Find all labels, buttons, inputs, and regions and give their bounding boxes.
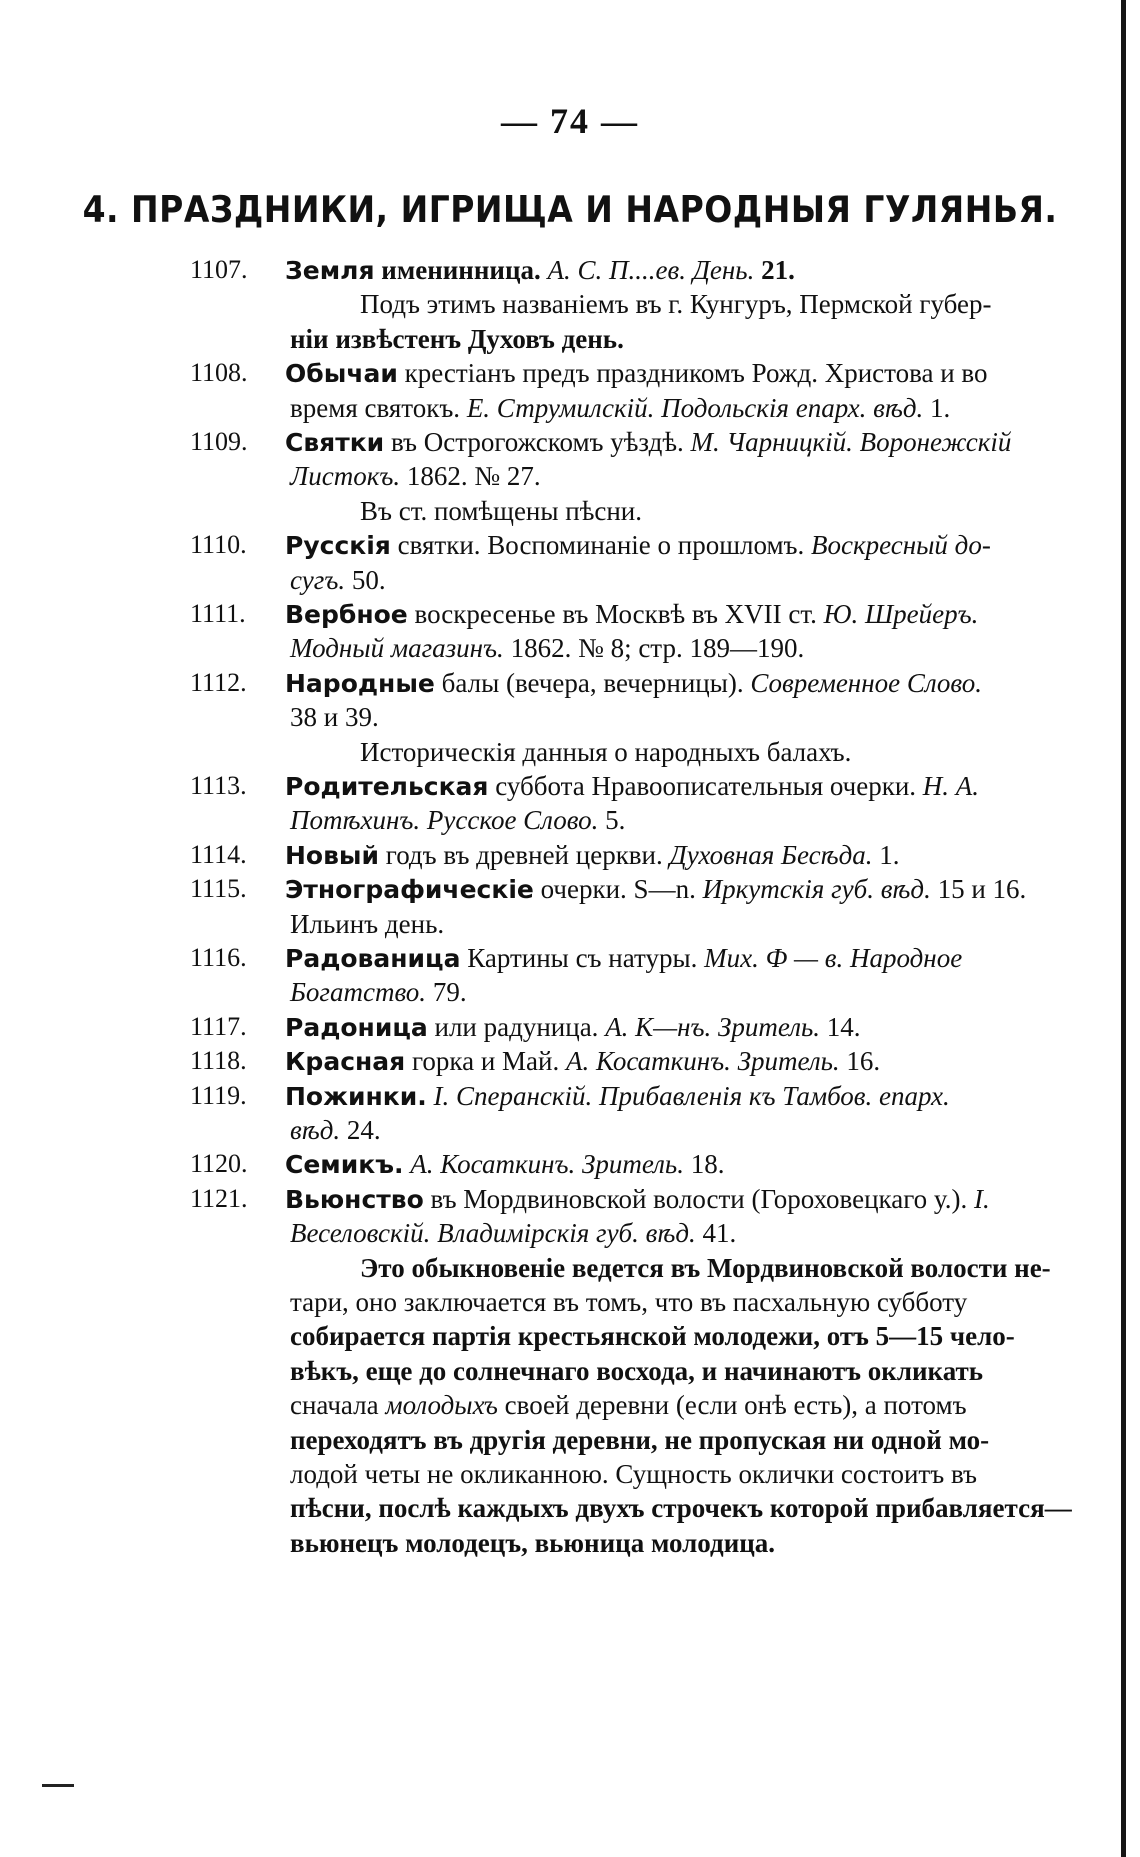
entry-number: 1113. <box>190 771 247 800</box>
entry-headword: Народные <box>285 668 435 698</box>
entry-text-run: собирается партія крестьянской молодежи, отъ 5—15 чело- <box>290 1321 1015 1352</box>
section-heading: 4. ПРАЗДНИКИ, ИГРИЩА И НАРОДНЫЯ ГУЛЯНЬЯ. <box>82 188 1058 231</box>
entry-source: I. <box>973 1183 990 1214</box>
entry-headword: Родительская <box>285 772 489 801</box>
entry-source: Е. Струмилскій. Подольскія епарх. вѣд. <box>466 392 924 423</box>
entry-text-run: вѣкъ, еще до солнечнаго восхода, и начинаютъ окликать <box>290 1355 984 1386</box>
entry-text-run: 1862. № 27. <box>400 461 541 492</box>
entry-source: Духовная Бесѣда. <box>669 839 873 870</box>
entry-number: 1112. <box>190 667 247 697</box>
entry-text-run: воскресенье въ Москвѣ въ XVII ст. <box>407 599 824 629</box>
entry-source: Современное Слово. <box>750 667 983 698</box>
entry-source: Иркутскія губ. вѣд. <box>702 874 931 905</box>
entry-source: Мих. Ф — в. Народное <box>704 943 963 973</box>
entry-headword: Земля <box>285 256 375 285</box>
entry-text-run: горка и Май. <box>405 1046 566 1077</box>
entry-text-run: сначала <box>290 1390 386 1421</box>
entry-text-run: вьюнецъ молодецъ, вьюница молодица. <box>290 1527 776 1558</box>
entry-text-run: именинница. <box>374 255 548 285</box>
entry-text-run: годъ въ древней церкви. <box>379 839 670 870</box>
entry-number: 1108. <box>190 358 248 388</box>
entry-text <box>290 1523 775 1563</box>
entry-text-run: суббота Нравоописательныя очерки. <box>488 771 923 801</box>
entry-headword: Новый <box>285 840 380 870</box>
entry-source: Воскресный до- <box>811 530 991 561</box>
entry-text-run: крестіанъ предъ праздникомъ Рожд. Христова и во <box>397 358 988 389</box>
entry-text-run: Картины съ натуры. <box>460 943 705 973</box>
entry-text-run: 1. <box>923 392 951 423</box>
entry-text-run: пѣсни, послѣ каждыхъ двухъ строчекъ которой прибавляется— <box>290 1493 1072 1524</box>
entry-text-run: 50. <box>345 564 386 595</box>
entry-text-run: 21. <box>754 255 795 285</box>
entry-source: вѣд. <box>290 1115 341 1145</box>
entry-headword: Радованица <box>285 944 461 973</box>
entry-text-run: святки. Воспоминаніе о прошломъ. <box>390 530 812 561</box>
entry-source: А. Косаткинъ. Зритель. <box>410 1149 684 1180</box>
entry-headword: Вьюнство <box>285 1184 424 1214</box>
entry-number: 1107. <box>190 255 248 284</box>
entry-text-run: 5. <box>598 805 626 836</box>
entry-headword: Русскія <box>285 531 391 561</box>
entry-headword: Обычаи <box>285 359 398 389</box>
entry-text-run: тари, оно заключается въ томъ, что въ пасхальную субботу <box>290 1287 968 1317</box>
entry-headword: Красная <box>285 1047 406 1077</box>
entry-source: сугъ. <box>290 564 346 595</box>
entry-number: 1117. <box>190 1011 247 1041</box>
entry-text-run: очерки. S—n. <box>533 874 703 905</box>
entry-text-run: переходятъ въ другія деревни, не пропуская ни одной мо- <box>290 1424 990 1455</box>
entry-text-run: Историческія данныя о народныхъ балахъ. <box>360 736 852 767</box>
entry-source: Ю. Шрейеръ. <box>823 599 979 629</box>
entry-source: Н. А. <box>922 771 980 801</box>
entry-headword: Святки <box>285 428 385 457</box>
entry-headword: Вербное <box>285 600 408 629</box>
entry-number: 1111. <box>190 599 246 628</box>
entry-headword: Радоница <box>285 1012 428 1042</box>
entry-source: М. Чарницкій. Воронежскій <box>690 427 1012 457</box>
entry-number: 1120. <box>190 1149 248 1179</box>
entry-number: 1115. <box>190 874 247 904</box>
entry-text-run: 38 и 39. <box>290 702 379 733</box>
entry-source: А. С. П....ев. День. <box>547 255 755 285</box>
continuation-line <box>0 1523 1140 1563</box>
entry-text-run: ніи извѣстенъ Духовъ день. <box>290 323 624 354</box>
entry-source: А. К—нъ. Зритель. <box>605 1011 821 1042</box>
entry-text-run: Въ ст. помѣщены пѣсни. <box>360 495 643 526</box>
entry-text-run: 16. <box>839 1046 881 1077</box>
entry-number: 1109. <box>190 427 248 456</box>
entry-text-run: въ Острогожскомъ уѣздѣ. <box>384 427 691 457</box>
entry-source: Листокъ. <box>290 461 401 492</box>
entry-text-run: лодой четы не окликанною. Сущность оклички состоитъ въ <box>290 1459 977 1489</box>
entry-number: 1121. <box>190 1183 248 1213</box>
entry-headword: Семикъ. <box>285 1150 404 1180</box>
entry-text-run: 18. <box>683 1149 725 1180</box>
entry-text-run: 14. <box>820 1011 861 1042</box>
entry-source: Модный магазинъ. <box>290 633 504 664</box>
entry-number: 1114. <box>190 839 247 869</box>
entry-number: 1119. <box>190 1080 247 1110</box>
entry-text-run: своей деревни (если онѣ есть), а потомъ <box>497 1390 967 1421</box>
entry-source: А. Косаткинъ. Зритель. <box>565 1046 840 1077</box>
entry-text-run: Подъ этимъ названіемъ въ г. Кунгуръ, Пермской губер- <box>360 289 992 320</box>
margin-tick-mark <box>42 1784 74 1787</box>
entry-text-run: 79. <box>426 977 467 1008</box>
entry-source: Веселовскій. Владимірскія губ. вѣд. <box>290 1218 696 1249</box>
entry-text-run: балы (вечера, вечерницы). <box>434 667 751 698</box>
entry-text-run: или радуница. <box>427 1011 606 1042</box>
entry-headword: Пожинки. <box>285 1081 427 1111</box>
entry-text-run: 24. <box>340 1115 381 1145</box>
entry-text-run <box>427 1081 434 1111</box>
entry-text-run: 1. <box>872 839 900 870</box>
entry-source: Потѣхинъ. Русское Слово. <box>290 805 599 836</box>
entry-text-run: 1862. № 8; стр. 189—190. <box>503 633 805 664</box>
entry-number: 1110. <box>190 530 247 560</box>
entry-headword: Этнографическіе <box>285 875 534 905</box>
entry-text-run: 15 и 16. <box>930 874 1027 905</box>
entry-source: I. Сперанскій. Прибавленія къ Тамбов. епарх. <box>433 1080 950 1111</box>
entry-number: 1116. <box>190 943 247 972</box>
entry-text-run: время святокъ. <box>290 392 467 423</box>
entry-text-run: въ Мордвиновской волости (Гороховецкаго у.). <box>423 1183 974 1214</box>
entry-text-run: 41. <box>695 1218 737 1249</box>
entry-number: 1118. <box>190 1046 247 1076</box>
entry-text-run: Ильинъ день. <box>290 908 445 939</box>
entry-text-run: Это обыкновеніе ведется въ Мордвиновской волости не- <box>360 1252 1051 1283</box>
entry-source: Богатство. <box>290 977 427 1008</box>
entry-source: молодыхъ <box>385 1390 498 1421</box>
page-number: — 74 — <box>501 101 639 141</box>
